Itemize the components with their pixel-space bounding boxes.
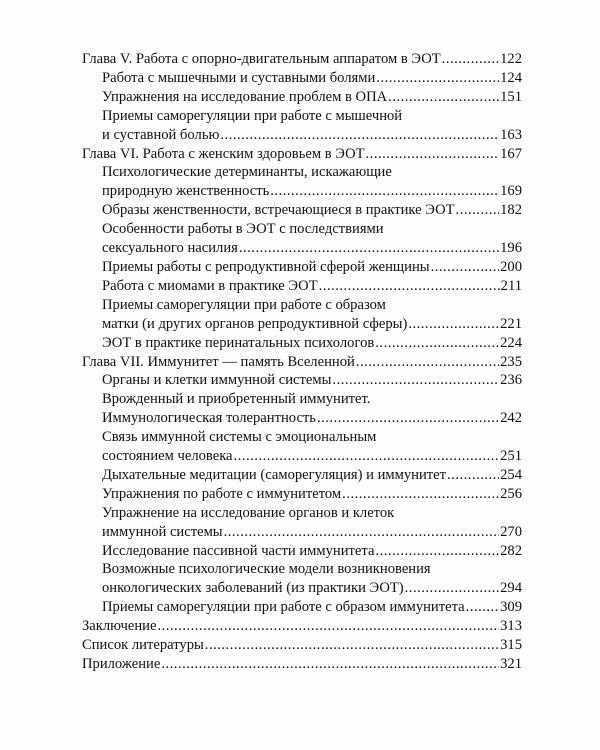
- toc-entry: [82, 390, 522, 428]
- toc-entry: [82, 201, 522, 220]
- toc-entry-title-line: Упражнение на исследование органов и клеток: [102, 504, 395, 521]
- toc-entry-leader-line: [102, 315, 522, 334]
- toc-entry-leader-line: [102, 485, 522, 504]
- toc-entry: [82, 466, 522, 485]
- toc-entry: [82, 277, 522, 296]
- dot-leader: [342, 485, 499, 504]
- toc-entry-leader-line: [102, 201, 522, 220]
- toc-entry: [82, 636, 522, 655]
- toc-entry-leader-line: [82, 145, 522, 164]
- toc-entry-title-line: Психологические детерминанты, искажающие: [102, 164, 392, 181]
- toc-entry-leader-line: [82, 353, 522, 372]
- toc-entry-title-line: Глава VII. Иммунитет — память Вселенной: [82, 353, 355, 370]
- toc-page-number: 169: [500, 183, 522, 200]
- toc-entry: [82, 145, 522, 164]
- dot-leader: [220, 126, 499, 145]
- toc-entry-title-line: матки (и других органов репродуктивной сферы): [102, 315, 408, 332]
- toc-entry-leader-line: [82, 50, 522, 69]
- toc-page-number: 163: [500, 126, 522, 143]
- toc-entry-title-line: Дыхательные медитации (саморегуляция) и иммунитет: [102, 466, 447, 483]
- toc-entry-title-line: Заключение: [82, 618, 157, 635]
- toc-entry-title-line: Глава VI. Работа с женским здоровьем в ЭОТ: [82, 145, 365, 162]
- dot-leader: [157, 617, 499, 636]
- toc-entry-leader-line: [102, 371, 522, 390]
- dot-leader: [442, 50, 499, 69]
- toc-entry-title-line: Иммунологическая толерантность: [102, 410, 316, 427]
- toc-entry-title-line: Врожденный и приобретенный иммунитет.: [102, 391, 371, 408]
- toc-entry-leader-line: [102, 258, 522, 277]
- toc-entry-leader-line: [102, 579, 522, 598]
- toc-entry: [82, 504, 522, 542]
- toc-entry: [82, 69, 522, 88]
- dot-leader: [447, 466, 499, 485]
- toc-entry: [82, 371, 522, 390]
- toc-entry: [82, 334, 522, 353]
- toc-page-number: 309: [500, 599, 522, 616]
- toc-entry: [82, 542, 522, 561]
- dot-leader: [317, 409, 499, 428]
- toc-page-number: 211: [500, 277, 522, 294]
- toc-entry-leader-line: [102, 466, 522, 485]
- dot-leader: [205, 636, 499, 655]
- toc-page-number: 321: [500, 656, 522, 672]
- toc-entry-leader-line: [102, 277, 522, 296]
- toc-page-number: 242: [500, 410, 522, 427]
- dot-leader: [270, 182, 499, 201]
- toc-page-number: 221: [500, 315, 522, 332]
- dot-leader: [375, 334, 499, 353]
- toc-entry-title-line: Исследование пассивной части иммунитета: [102, 542, 375, 559]
- toc-page-number: 256: [500, 485, 522, 502]
- toc-entry-title-line: Упражнения на исследование проблем в ОПА: [102, 88, 388, 105]
- toc-page-number: 315: [500, 637, 522, 654]
- toc-entry-title-line: Приемы саморегуляции при работе с образом иммунитета: [102, 599, 465, 616]
- toc-entry-title-line: иммунной системы: [102, 523, 223, 540]
- toc-page-number: 254: [500, 466, 522, 483]
- toc-entry: [82, 163, 522, 201]
- toc-page-number: 122: [500, 51, 522, 67]
- dot-leader: [456, 201, 500, 220]
- dot-leader: [356, 353, 499, 372]
- dot-leader: [319, 277, 500, 296]
- toc-entry-title-line: Приемы саморегуляции при работе с мышечной: [102, 107, 403, 124]
- toc-entry: [82, 107, 522, 145]
- toc-entry-leader-line: [102, 523, 522, 542]
- toc-entry-title-line: ЭОТ в практике перинатальных психологов: [102, 334, 375, 351]
- toc-page-number: 251: [500, 448, 522, 465]
- toc-entry-leader-line: [102, 88, 522, 107]
- toc-entry: [82, 220, 522, 258]
- dot-leader: [431, 258, 500, 277]
- toc-entry-title-line: и суставной болью: [102, 126, 220, 143]
- toc-entry-leader-line: [102, 542, 522, 561]
- dot-leader: [234, 447, 500, 466]
- toc-entry-leader-line: [82, 617, 522, 636]
- toc-entry-title-line: Образы женственности, встречающиеся в практике ЭОТ: [102, 202, 455, 219]
- table-of-contents: [82, 50, 522, 674]
- toc-entry: [82, 655, 522, 674]
- toc-entry-title-line: Работа с миомами в практике ЭОТ: [102, 277, 318, 294]
- toc-entry-leader-line: [102, 447, 522, 466]
- toc-entry: [82, 485, 522, 504]
- dot-leader: [408, 315, 499, 334]
- toc-page-number: 270: [500, 523, 522, 540]
- toc-entry-leader-line: [102, 598, 522, 617]
- toc-page-number: 182: [500, 202, 522, 219]
- dot-leader: [332, 371, 499, 390]
- toc-page-number: 282: [500, 542, 522, 559]
- toc-entry: [82, 353, 522, 372]
- toc-entry-leader-line: [82, 655, 522, 674]
- toc-entry: [82, 617, 522, 636]
- toc-entry-title-line: Глава V. Работа с опорно-двигательным аппаратом в ЭОТ: [82, 51, 441, 67]
- toc-page-number: 235: [500, 353, 522, 370]
- toc-entry-title-line: состоянием человека: [102, 448, 233, 465]
- toc-entry-leader-line: [102, 409, 522, 428]
- toc-page-number: 196: [500, 240, 522, 257]
- toc-entry-leader-line: [102, 239, 522, 258]
- toc-entry: [82, 598, 522, 617]
- toc-entry: [82, 88, 522, 107]
- toc-entry-leader-line: [102, 126, 522, 145]
- toc-entry-title-line: Приемы саморегуляции при работе с образом: [102, 296, 386, 313]
- toc-entry: [82, 258, 522, 277]
- toc-entry-title-line: Приложение: [82, 656, 161, 672]
- toc-entry-title-line: Особенности работы в ЭОТ с последствиями: [102, 221, 384, 238]
- toc-entry-title-line: природную женственность: [102, 183, 270, 200]
- toc-entry-title-line: Список литературы: [82, 637, 204, 654]
- toc-entry: [82, 560, 522, 598]
- toc-entry-title-line: Приемы работы с репродуктивной сферой женщины: [102, 258, 430, 275]
- toc-entry-title-line: Упражнения по работе с иммунитетом: [102, 485, 342, 502]
- toc-entry-leader-line: [102, 69, 522, 88]
- toc-entry-leader-line: [102, 334, 522, 353]
- toc-entry-title-line: Связь иммунной системы с эмоциональным: [102, 429, 377, 446]
- toc-page-number: 313: [500, 618, 522, 635]
- toc-entry: [82, 428, 522, 466]
- dot-leader: [224, 523, 499, 542]
- toc-entry: [82, 296, 522, 334]
- toc-entry-title-line: Возможные психологические модели возникновения: [102, 561, 431, 578]
- toc-page-number: 236: [500, 372, 522, 389]
- toc-page-number: 200: [500, 258, 522, 275]
- toc-page-number: 151: [500, 88, 522, 105]
- dot-leader: [375, 542, 499, 561]
- dot-leader: [388, 88, 499, 107]
- dot-leader: [161, 655, 499, 674]
- toc-page-number: 224: [500, 334, 522, 351]
- toc-entry-leader-line: [102, 182, 522, 201]
- toc-page-number: 167: [500, 145, 522, 162]
- dot-leader: [466, 598, 499, 617]
- toc-entry: [82, 50, 522, 69]
- toc-entry-title-line: сексуального насилия: [102, 240, 238, 257]
- dot-leader: [366, 145, 500, 164]
- toc-entry-leader-line: [82, 636, 522, 655]
- dot-leader: [405, 579, 499, 598]
- toc-entry-title-line: Органы и клетки иммунной системы: [102, 372, 332, 389]
- toc-entry-title-line: онкологических заболеваний (из практики ЭОТ): [102, 580, 404, 597]
- toc-entry-title-line: Работа с мышечными и суставными болями: [102, 69, 376, 86]
- toc-page-number: 294: [500, 580, 522, 597]
- dot-leader: [239, 239, 499, 258]
- dot-leader: [376, 69, 499, 88]
- toc-page-number: 124: [500, 69, 522, 86]
